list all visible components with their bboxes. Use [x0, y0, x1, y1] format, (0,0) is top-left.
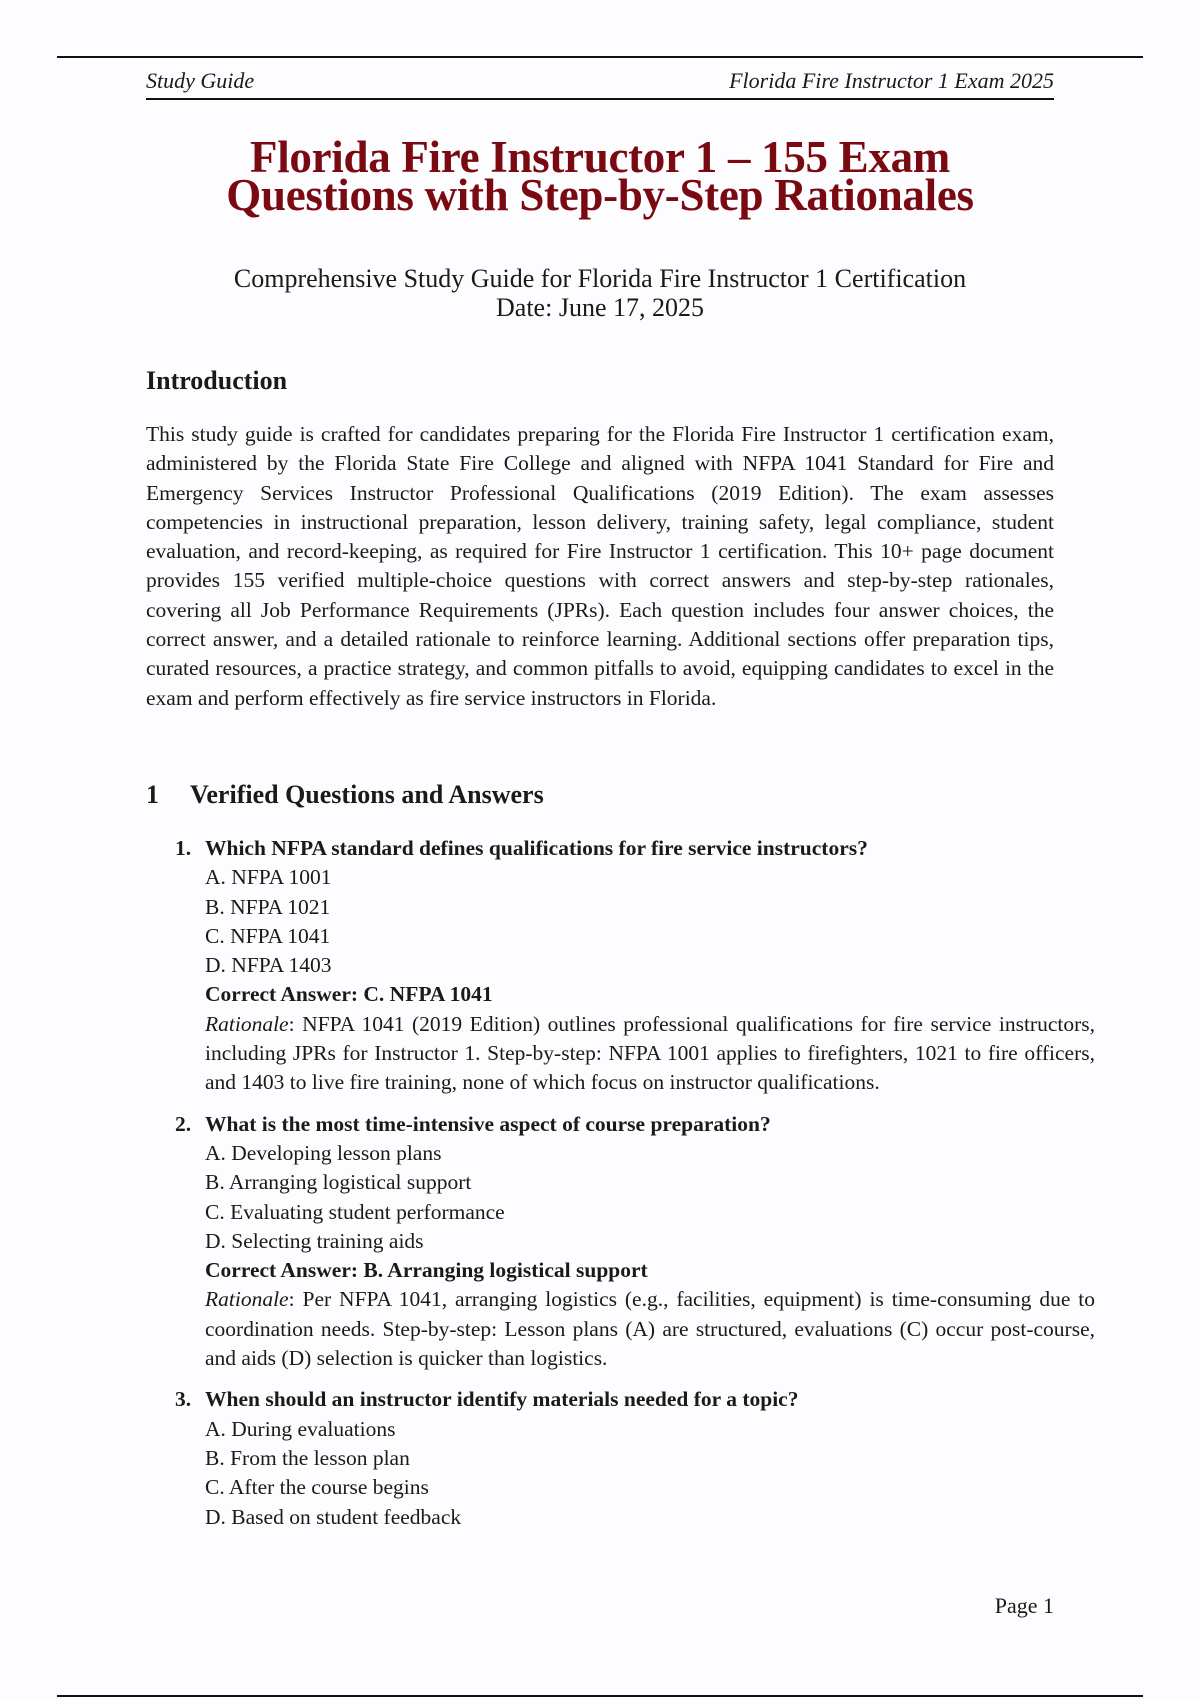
answer-option: C. Evaluating student performance: [205, 1199, 505, 1224]
answer-option: A. Developing lesson plans: [205, 1140, 442, 1165]
rationale: [205, 1010, 1095, 1098]
running-head-right: Florida Fire Instructor 1 Exam 2025: [729, 68, 1054, 93]
section-title: Verified Questions and Answers: [190, 780, 544, 809]
question-text: When should an instructor identify materials needed for a topic?: [205, 1387, 799, 1412]
question-text: What is the most time-intensive aspect of course preparation?: [205, 1111, 771, 1136]
answer-option: D. Selecting training aids: [205, 1228, 424, 1253]
running-head: [146, 68, 1054, 100]
rationale: [205, 1285, 1095, 1373]
question-title: [175, 1385, 1095, 1414]
question-number: 1.: [175, 836, 192, 860]
correct-answer: [205, 980, 1095, 1009]
correct-answer-label: Correct Answer:: [205, 1258, 359, 1283]
question-number: 2.: [175, 1111, 192, 1136]
title-line-1: Florida Fire Instructor 1 – 155 Exam: [250, 132, 950, 182]
running-head-left: Study Guide: [146, 68, 255, 93]
rationale-label: Rationale: [205, 1011, 289, 1036]
question-item: [175, 1110, 1095, 1374]
answer-option: D. NFPA 1403: [205, 953, 332, 978]
rationale-text: : NFPA 1041 (2019 Edition) outlines professional qualifications for fire service instructors, including JPRs for Instructor 1. Step-by-step: NFPA 1001 applies to firefighters, 1021 to fire officers, and 1403 to live fire training, none of which focus on instructor qualifications.: [205, 1011, 1095, 1095]
introduction-body: This study guide is crafted for candidates preparing for the Florida Fire Instructor 1 certification exam, administered by the Florida State Fire College and aligned with NFPA 1041 Standard for Fire and Emergency Services Instructor Professional Qualifications (2019 Edition). The exam assesses competencies in instructional preparation, lesson delivery, training safety, legal compliance, student evaluation, and record-keeping, as required for Fire Instructor 1 certification. This 10+ page document provides 155 verified multiple-choice questions with correct answers and step-by-step rationales, covering all Job Performance Requirements (JPRs). Each question includes four answer choices, the correct answer, and a detailed rationale to reinforce learning. Additional sections offer preparation tips, curated resources, a practice strategy, and common pitfalls to avoid, equipping candidates to excel in the exam and perform effectively as fire service instructors in Florida.: [146, 422, 1054, 710]
document-subtitle: [0, 264, 1200, 322]
answer-option: A. During evaluations: [205, 1416, 396, 1441]
subtitle-line: Comprehensive Study Guide for Florida Fire Instructor 1 Certification: [233, 264, 967, 293]
section-heading: [146, 780, 544, 810]
answer-option: C. NFPA 1041: [205, 923, 331, 948]
question-title: [175, 834, 1095, 863]
question-text: Which NFPA standard defines qualifications for fire service instructors?: [205, 836, 868, 860]
correct-answer-label: Correct Answer:: [205, 982, 359, 1007]
answer-option: B. NFPA 1021: [205, 894, 331, 919]
correct-answer: [205, 1256, 1095, 1285]
question-title: [175, 1110, 1095, 1139]
answer-option: A. NFPA 1001: [205, 865, 332, 890]
section-number: 1: [146, 780, 159, 809]
top-rule: [57, 56, 1143, 58]
bottom-rule: [57, 1695, 1143, 1697]
introduction-heading: Introduction: [146, 366, 288, 395]
answer-option: B. Arranging logistical support: [205, 1170, 472, 1195]
page-number: Page 1: [994, 1593, 1054, 1618]
answer-option: D. Based on student feedback: [205, 1504, 462, 1529]
rationale-label: Rationale: [205, 1287, 289, 1312]
answer-option: C. After the course begins: [205, 1475, 429, 1500]
rationale-text: : Per NFPA 1041, arranging logistics (e.g., facilities, equipment) is time-consuming due to coordination needs. Step-by-step: Lesson plans (A) are structured, evaluations (C) occur post-course, and aids (D) selection is quicker than logistics.: [205, 1287, 1095, 1371]
question-item: [175, 834, 1095, 1098]
question-item: [175, 1385, 1095, 1531]
correct-answer-value: C. NFPA 1041: [363, 982, 493, 1007]
question-number: 3.: [175, 1387, 192, 1412]
title-line-2: Questions with Step-by-Step Rationales: [226, 170, 974, 220]
correct-answer-value: B. Arranging logistical support: [363, 1258, 648, 1283]
document-title: [0, 132, 1200, 220]
answer-option: B. From the lesson plan: [205, 1445, 410, 1470]
question-list: [175, 834, 1095, 1544]
document-date: Date: June 17, 2025: [496, 293, 704, 322]
